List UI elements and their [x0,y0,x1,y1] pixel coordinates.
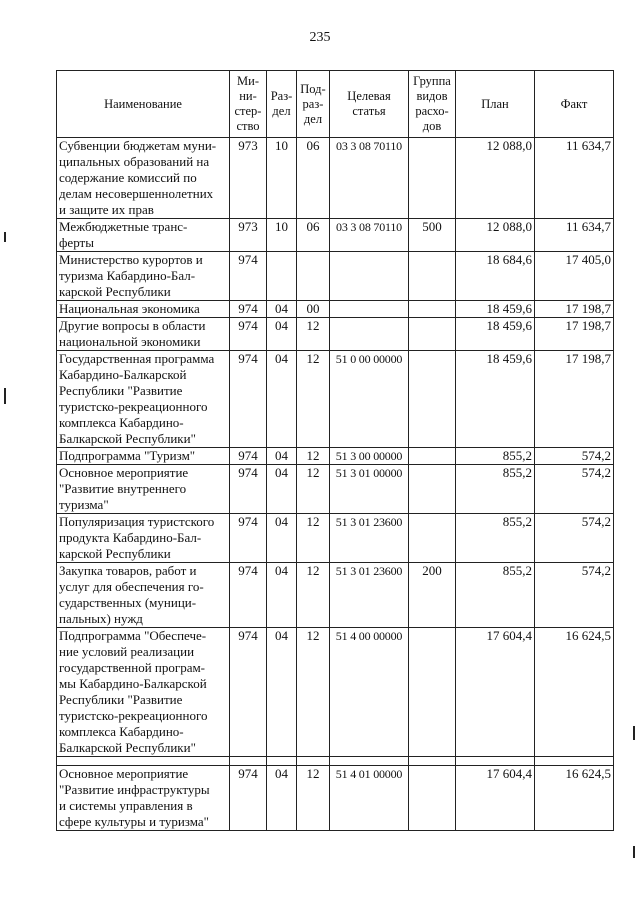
table-row [57,628,614,757]
header-target: Целевая статья [330,71,409,138]
cell-section: 10 [267,219,297,252]
cell-group [409,351,456,448]
cell-subsection: 06 [297,219,330,252]
cell-plan: 18 684,6 [456,252,535,301]
cell-target [330,252,409,301]
cell-subsection: 00 [297,301,330,318]
cell-ministry: 973 [230,138,267,219]
cell-name: Субвенции бюджетам муни- ципальных образований на содержание комиссий по делам несовершеннолетних и защите их прав [57,138,230,219]
spacer-cell [297,757,330,766]
cell-fact: 17 198,7 [535,318,614,351]
cell-section: 04 [267,766,297,831]
cell-ministry: 974 [230,465,267,514]
table-row [57,563,614,628]
cell-section: 04 [267,351,297,448]
header-section: Раз- дел [267,71,297,138]
scan-edge-mark [633,726,635,740]
cell-plan: 17 604,4 [456,628,535,757]
spacer-cell [57,757,230,766]
cell-target: 51 3 01 23600 [330,514,409,563]
cell-fact: 16 624,5 [535,766,614,831]
cell-section: 10 [267,138,297,219]
cell-target: 03 3 08 70110 [330,219,409,252]
cell-group [409,138,456,219]
table-row [57,514,614,563]
cell-name: Основное мероприятие "Развитие внутреннего туризма" [57,465,230,514]
cell-subsection: 12 [297,465,330,514]
cell-subsection: 12 [297,318,330,351]
cell-target: 51 4 01 00000 [330,766,409,831]
cell-target [330,318,409,351]
cell-name: Министерство курортов и туризма Кабардино-Бал- карской Республики [57,252,230,301]
cell-ministry: 974 [230,448,267,465]
cell-group: 200 [409,563,456,628]
spacer-cell [456,757,535,766]
cell-target: 51 3 00 00000 [330,448,409,465]
cell-fact: 574,2 [535,563,614,628]
cell-fact: 574,2 [535,514,614,563]
cell-section: 04 [267,301,297,318]
cell-fact: 574,2 [535,465,614,514]
cell-plan: 18 459,6 [456,351,535,448]
cell-target: 51 0 00 00000 [330,351,409,448]
cell-ministry: 974 [230,514,267,563]
scan-edge-mark [4,388,6,404]
table-row [57,448,614,465]
header-ministry: Ми- ни- стер- ство [230,71,267,138]
table-row [57,351,614,448]
cell-fact: 11 634,7 [535,219,614,252]
cell-plan: 12 088,0 [456,138,535,219]
spacer-cell [535,757,614,766]
cell-fact: 574,2 [535,448,614,465]
spacer-cell [230,757,267,766]
cell-name: Национальная экономика [57,301,230,318]
cell-ministry: 974 [230,563,267,628]
cell-subsection: 12 [297,628,330,757]
cell-ministry: 974 [230,252,267,301]
cell-plan: 12 088,0 [456,219,535,252]
cell-ministry: 973 [230,219,267,252]
cell-ministry: 974 [230,351,267,448]
scan-edge-mark [4,232,6,242]
cell-section: 04 [267,514,297,563]
cell-group [409,465,456,514]
cell-ministry: 974 [230,628,267,757]
header-group: Группа видов расхо- дов [409,71,456,138]
cell-plan: 18 459,6 [456,301,535,318]
cell-subsection: 12 [297,448,330,465]
spacer-cell [330,757,409,766]
cell-name: Основное мероприятие "Развитие инфраструктуры и системы управления в сфере культуры и туризма" [57,766,230,831]
cell-subsection: 12 [297,351,330,448]
cell-section: 04 [267,465,297,514]
cell-plan: 855,2 [456,563,535,628]
cell-plan: 855,2 [456,465,535,514]
cell-subsection: 12 [297,766,330,831]
page-number: 235 [309,30,331,45]
cell-section [267,252,297,301]
cell-target: 03 3 08 70110 [330,138,409,219]
cell-group [409,301,456,318]
cell-name: Государственная программа Кабардино-Балкарской Республики "Развитие туристско-рекреационного комплекса Кабардино- Балкарской Республики" [57,351,230,448]
cell-plan: 18 459,6 [456,318,535,351]
table-row [57,138,614,219]
table-row [57,301,614,318]
cell-ministry: 974 [230,301,267,318]
cell-plan: 855,2 [456,514,535,563]
cell-name: Популяризация туристского продукта Кабардино-Бал- карской Республики [57,514,230,563]
cell-group [409,252,456,301]
cell-group [409,766,456,831]
cell-subsection: 06 [297,138,330,219]
scan-edge-mark [633,846,635,858]
cell-target: 51 3 01 23600 [330,563,409,628]
cell-name: Другие вопросы в области национальной экономики [57,318,230,351]
header-subsection: Под- раз- дел [297,71,330,138]
table-row [57,465,614,514]
cell-section: 04 [267,628,297,757]
cell-name: Межбюджетные транс- ферты [57,219,230,252]
cell-subsection: 12 [297,563,330,628]
spacer-cell [267,757,297,766]
cell-section: 04 [267,318,297,351]
cell-subsection: 12 [297,514,330,563]
cell-group [409,628,456,757]
cell-target: 51 3 01 00000 [330,465,409,514]
cell-fact: 11 634,7 [535,138,614,219]
table-spacer-row [57,757,614,766]
cell-ministry: 974 [230,318,267,351]
header-fact: Факт [535,71,614,138]
table-row [57,252,614,301]
spacer-cell [409,757,456,766]
table-header-row [57,71,614,138]
cell-subsection [297,252,330,301]
cell-name: Подпрограмма "Обеспече- ние условий реализации государственной програм- мы Кабардино-Балкарской Республики "Развитие туристско-рекреационного комплекса Кабардино- Балкарской Республики" [57,628,230,757]
cell-section: 04 [267,563,297,628]
cell-fact: 16 624,5 [535,628,614,757]
header-name: Наименование [57,71,230,138]
cell-group [409,514,456,563]
cell-ministry: 974 [230,766,267,831]
cell-group: 500 [409,219,456,252]
table-row [57,766,614,831]
table-row [57,318,614,351]
cell-group [409,318,456,351]
header-plan: План [456,71,535,138]
cell-section: 04 [267,448,297,465]
budget-table [56,70,614,831]
table-row [57,219,614,252]
cell-target [330,301,409,318]
cell-plan: 855,2 [456,448,535,465]
cell-fact: 17 405,0 [535,252,614,301]
cell-name: Закупка товаров, работ и услуг для обеспечения го- сударственных (муници- пальных) нужд [57,563,230,628]
cell-group [409,448,456,465]
cell-fact: 17 198,7 [535,301,614,318]
cell-name: Подпрограмма "Туризм" [57,448,230,465]
cell-fact: 17 198,7 [535,351,614,448]
cell-target: 51 4 00 00000 [330,628,409,757]
cell-plan: 17 604,4 [456,766,535,831]
